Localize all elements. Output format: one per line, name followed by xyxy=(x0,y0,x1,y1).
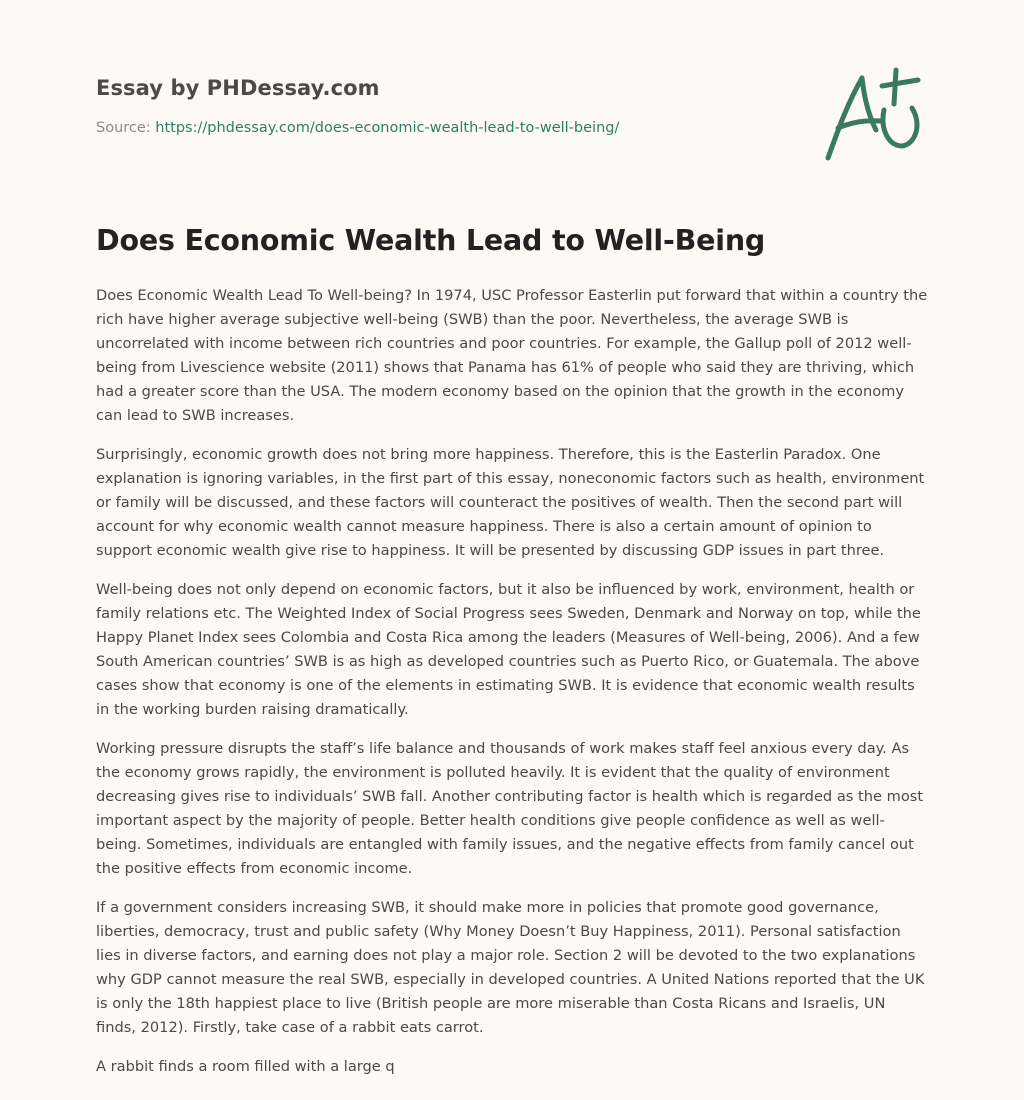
essay-paragraph: A rabbit finds a room filled with a large q xyxy=(96,1058,395,1075)
brand-title: Essay by PHDessay.com xyxy=(96,76,380,100)
essay-paragraph: Does Economic Wealth Lead To Well-being? In 1974, USC Professor Easterlin put forward that within a country the rich have higher average subjective well-being (SWB) than the poor. Nevertheless, the average SWB is uncorrelated with income between rich countries and poor countries. For example, the Gallup poll of 2012 well-being from Livescience website (2011) shows that Panama has 61% of people who said they are thriving, which had a greater score than the USA. The modern economy based on the opinion that the growth in the economy can lead to SWB increases. xyxy=(96,287,928,424)
essay-title: Does Economic Wealth Lead to Well-Being xyxy=(96,224,766,257)
essay-paragraph: Working pressure disrupts the staff’s life balance and thousands of work makes staff feel anxious every day. As the economy grows rapidly, the environment is polluted heavily. It is evident that the quality of environment decreasing gives rise to individuals’ SWB fall. Another contributing factor is health which is regarded as the most important aspect by the majority of people. Better health conditions give people confidence as well as well-being. Sometimes, individuals are entangled with family issues, and the negative effects from family cancel out the positive effects from economic income. xyxy=(96,740,924,877)
a-plus-icon xyxy=(818,66,930,166)
page-header xyxy=(96,76,796,136)
source-label: Source: xyxy=(96,120,151,136)
essay-paragraph: Well-being does not only depend on economic factors, but it also be influenced by work, environment, health or family relations etc. The Weighted Index of Social Progress sees Sweden, Denmark and Norway on top, while the Happy Planet Index sees Colombia and Costa Rica among the leaders (Measures of Well-being, 2006). And a few South American countries’ SWB is as high as developed countries such as Puerto Rico, or Guatemala. The above cases show that economy is one of the elements in estimating SWB. It is evidence that economic wealth results in the working burden raising dramatically. xyxy=(96,581,921,718)
essay-paragraph: Surprisingly, economic growth does not bring more happiness. Therefore, this is the Easterlin Paradox. One explanation is ignoring variables, in the first part of this essay, noneconomic factors such as health, environment or family will be discussed, and these factors will counteract the positives of wealth. Then the second part will account for why economic wealth cannot measure happiness. There is also a certain amount of opinion to support economic wealth give rise to happiness. It will be presented by discussing GDP issues in part three. xyxy=(96,446,925,559)
essay-paragraph: If a government considers increasing SWB, it should make more in policies that promote good governance, liberties, democracy, trust and public safety (Why Money Doesn’t Buy Happiness, 2011). Personal satisfaction lies in diverse factors, and earning does not play a major role. Section 2 will be devoted to the two explanations why GDP cannot measure the real SWB, especially in developed countries. A United Nations reported that the UK is only the 18th happiest place to live (British people are more miserable than Costa Ricans and Israelis, UN finds, 2012). Firstly, take case of a rabbit eats carrot. xyxy=(96,899,925,1036)
source-line xyxy=(96,120,796,136)
essay-body xyxy=(96,284,928,1094)
source-link[interactable]: https://phdessay.com/does-economic-wealth-lead-to-well-being/ xyxy=(155,120,620,136)
